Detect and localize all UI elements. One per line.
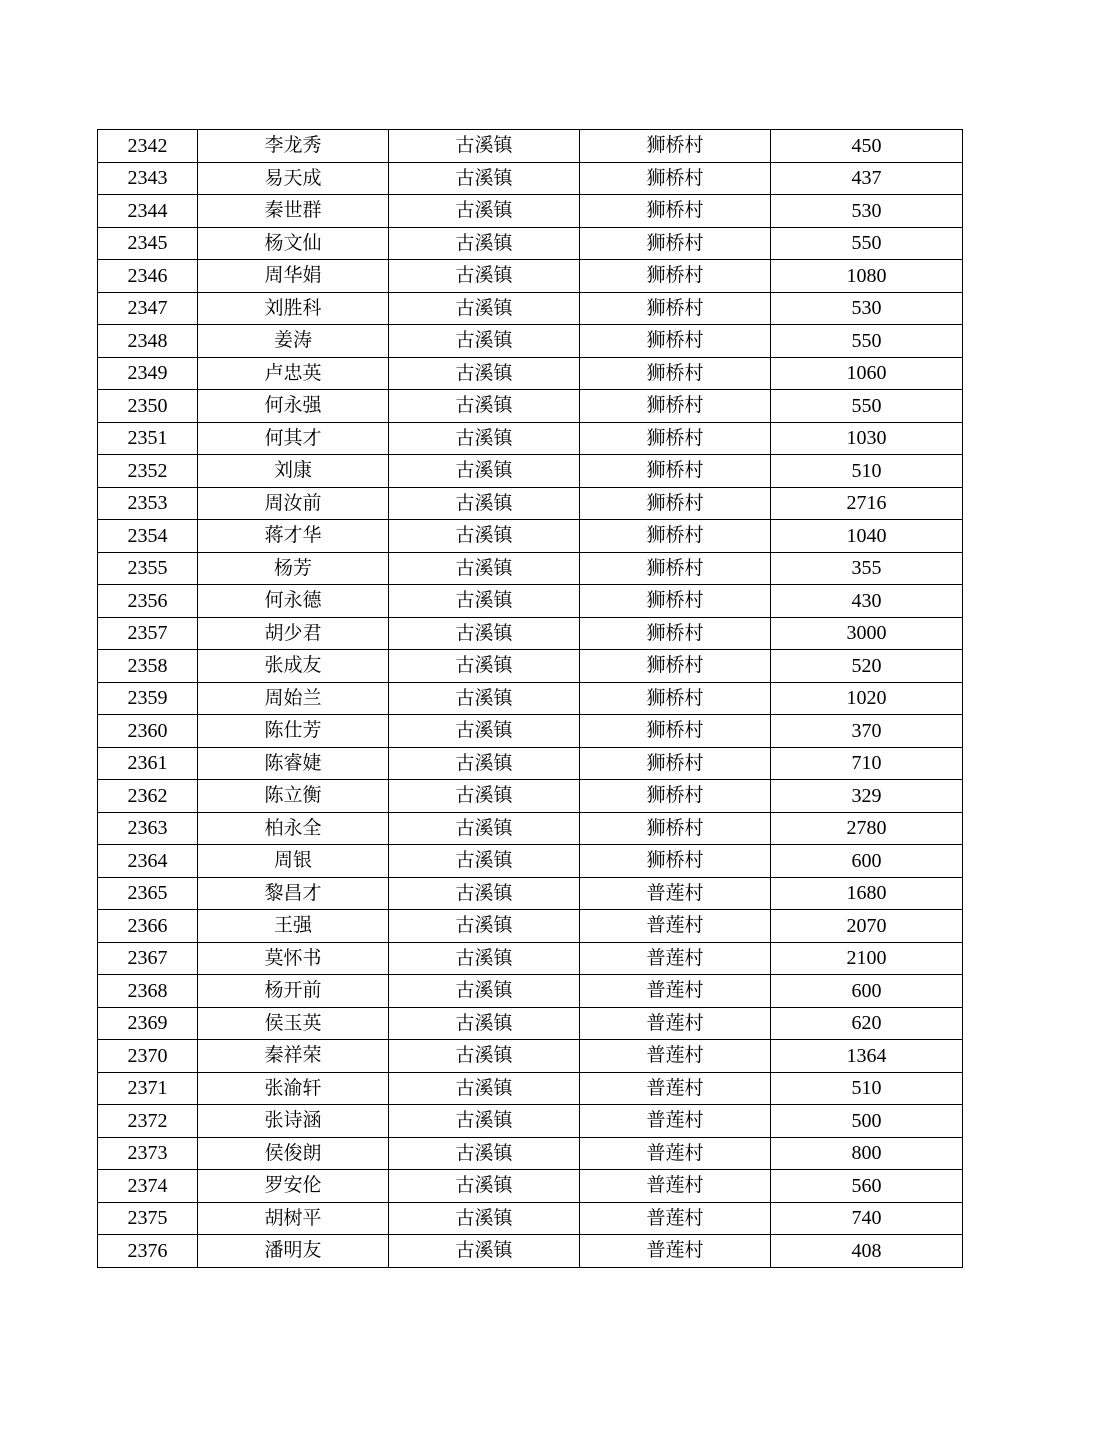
person-name-cell: 陈睿婕 bbox=[198, 747, 389, 780]
town-cell: 古溪镇 bbox=[389, 325, 580, 358]
person-name-cell: 陈仕芳 bbox=[198, 715, 389, 748]
amount-cell: 560 bbox=[771, 1170, 963, 1203]
table-row bbox=[98, 650, 963, 683]
village-cell: 普莲村 bbox=[580, 1170, 771, 1203]
amount-cell: 550 bbox=[771, 227, 963, 260]
amount-cell: 740 bbox=[771, 1202, 963, 1235]
town-cell: 古溪镇 bbox=[389, 1170, 580, 1203]
table-row bbox=[98, 975, 963, 1008]
table-row bbox=[98, 162, 963, 195]
row-number-cell: 2353 bbox=[98, 487, 198, 520]
town-cell: 古溪镇 bbox=[389, 130, 580, 163]
amount-cell: 2780 bbox=[771, 812, 963, 845]
amount-cell: 800 bbox=[771, 1137, 963, 1170]
town-cell: 古溪镇 bbox=[389, 487, 580, 520]
village-cell: 狮桥村 bbox=[580, 227, 771, 260]
amount-cell: 530 bbox=[771, 292, 963, 325]
row-number-cell: 2365 bbox=[98, 877, 198, 910]
person-name-cell: 侯玉英 bbox=[198, 1007, 389, 1040]
person-name-cell: 周银 bbox=[198, 845, 389, 878]
table-row bbox=[98, 357, 963, 390]
village-cell: 狮桥村 bbox=[580, 585, 771, 618]
amount-cell: 510 bbox=[771, 455, 963, 488]
village-cell: 普莲村 bbox=[580, 1105, 771, 1138]
table-row bbox=[98, 1040, 963, 1073]
row-number-cell: 2366 bbox=[98, 910, 198, 943]
row-number-cell: 2357 bbox=[98, 617, 198, 650]
village-cell: 狮桥村 bbox=[580, 325, 771, 358]
person-name-cell: 杨开前 bbox=[198, 975, 389, 1008]
village-cell: 普莲村 bbox=[580, 942, 771, 975]
row-number-cell: 2349 bbox=[98, 357, 198, 390]
row-number-cell: 2367 bbox=[98, 942, 198, 975]
roster-table-body bbox=[98, 130, 963, 1268]
town-cell: 古溪镇 bbox=[389, 195, 580, 228]
row-number-cell: 2348 bbox=[98, 325, 198, 358]
person-name-cell: 何永德 bbox=[198, 585, 389, 618]
town-cell: 古溪镇 bbox=[389, 585, 580, 618]
village-cell: 狮桥村 bbox=[580, 487, 771, 520]
town-cell: 古溪镇 bbox=[389, 520, 580, 553]
table-row bbox=[98, 260, 963, 293]
town-cell: 古溪镇 bbox=[389, 292, 580, 325]
amount-cell: 500 bbox=[771, 1105, 963, 1138]
amount-cell: 530 bbox=[771, 195, 963, 228]
table-row bbox=[98, 1235, 963, 1268]
table-row bbox=[98, 1137, 963, 1170]
row-number-cell: 2375 bbox=[98, 1202, 198, 1235]
village-cell: 狮桥村 bbox=[580, 780, 771, 813]
town-cell: 古溪镇 bbox=[389, 715, 580, 748]
town-cell: 古溪镇 bbox=[389, 942, 580, 975]
amount-cell: 437 bbox=[771, 162, 963, 195]
table-row bbox=[98, 390, 963, 423]
table-row bbox=[98, 552, 963, 585]
row-number-cell: 2346 bbox=[98, 260, 198, 293]
person-name-cell: 何其才 bbox=[198, 422, 389, 455]
row-number-cell: 2359 bbox=[98, 682, 198, 715]
table-row bbox=[98, 715, 963, 748]
village-cell: 狮桥村 bbox=[580, 682, 771, 715]
table-row bbox=[98, 617, 963, 650]
table-row bbox=[98, 195, 963, 228]
table-row bbox=[98, 455, 963, 488]
village-cell: 狮桥村 bbox=[580, 162, 771, 195]
row-number-cell: 2352 bbox=[98, 455, 198, 488]
village-cell: 狮桥村 bbox=[580, 520, 771, 553]
village-cell: 狮桥村 bbox=[580, 845, 771, 878]
person-name-cell: 何永强 bbox=[198, 390, 389, 423]
amount-cell: 510 bbox=[771, 1072, 963, 1105]
table-row bbox=[98, 1072, 963, 1105]
table-row bbox=[98, 877, 963, 910]
row-number-cell: 2373 bbox=[98, 1137, 198, 1170]
town-cell: 古溪镇 bbox=[389, 1202, 580, 1235]
village-cell: 狮桥村 bbox=[580, 812, 771, 845]
person-name-cell: 易天成 bbox=[198, 162, 389, 195]
row-number-cell: 2360 bbox=[98, 715, 198, 748]
person-name-cell: 李龙秀 bbox=[198, 130, 389, 163]
row-number-cell: 2355 bbox=[98, 552, 198, 585]
person-name-cell: 柏永全 bbox=[198, 812, 389, 845]
person-name-cell: 秦世群 bbox=[198, 195, 389, 228]
town-cell: 古溪镇 bbox=[389, 747, 580, 780]
person-name-cell: 刘胜科 bbox=[198, 292, 389, 325]
row-number-cell: 2343 bbox=[98, 162, 198, 195]
town-cell: 古溪镇 bbox=[389, 780, 580, 813]
table-row bbox=[98, 1007, 963, 1040]
village-cell: 普莲村 bbox=[580, 1235, 771, 1268]
village-cell: 狮桥村 bbox=[580, 195, 771, 228]
table-row bbox=[98, 520, 963, 553]
village-cell: 普莲村 bbox=[580, 877, 771, 910]
village-cell: 狮桥村 bbox=[580, 747, 771, 780]
village-cell: 狮桥村 bbox=[580, 650, 771, 683]
table-row bbox=[98, 422, 963, 455]
town-cell: 古溪镇 bbox=[389, 422, 580, 455]
table-row bbox=[98, 292, 963, 325]
row-number-cell: 2351 bbox=[98, 422, 198, 455]
table-row bbox=[98, 845, 963, 878]
village-cell: 狮桥村 bbox=[580, 260, 771, 293]
town-cell: 古溪镇 bbox=[389, 617, 580, 650]
person-name-cell: 秦祥荣 bbox=[198, 1040, 389, 1073]
row-number-cell: 2342 bbox=[98, 130, 198, 163]
amount-cell: 520 bbox=[771, 650, 963, 683]
village-cell: 普莲村 bbox=[580, 1137, 771, 1170]
row-number-cell: 2364 bbox=[98, 845, 198, 878]
village-cell: 狮桥村 bbox=[580, 455, 771, 488]
amount-cell: 600 bbox=[771, 845, 963, 878]
amount-cell: 3000 bbox=[771, 617, 963, 650]
town-cell: 古溪镇 bbox=[389, 812, 580, 845]
table-row bbox=[98, 487, 963, 520]
town-cell: 古溪镇 bbox=[389, 390, 580, 423]
row-number-cell: 2362 bbox=[98, 780, 198, 813]
town-cell: 古溪镇 bbox=[389, 552, 580, 585]
town-cell: 古溪镇 bbox=[389, 975, 580, 1008]
amount-cell: 2716 bbox=[771, 487, 963, 520]
table-row bbox=[98, 325, 963, 358]
village-cell: 普莲村 bbox=[580, 975, 771, 1008]
town-cell: 古溪镇 bbox=[389, 1040, 580, 1073]
table-row bbox=[98, 1170, 963, 1203]
table-row bbox=[98, 747, 963, 780]
row-number-cell: 2368 bbox=[98, 975, 198, 1008]
amount-cell: 550 bbox=[771, 325, 963, 358]
person-name-cell: 周始兰 bbox=[198, 682, 389, 715]
person-name-cell: 杨文仙 bbox=[198, 227, 389, 260]
table-row bbox=[98, 942, 963, 975]
amount-cell: 1060 bbox=[771, 357, 963, 390]
amount-cell: 1080 bbox=[771, 260, 963, 293]
amount-cell: 430 bbox=[771, 585, 963, 618]
amount-cell: 2070 bbox=[771, 910, 963, 943]
table-row bbox=[98, 812, 963, 845]
amount-cell: 355 bbox=[771, 552, 963, 585]
person-name-cell: 卢忠英 bbox=[198, 357, 389, 390]
table-row bbox=[98, 682, 963, 715]
person-name-cell: 王强 bbox=[198, 910, 389, 943]
town-cell: 古溪镇 bbox=[389, 1072, 580, 1105]
person-name-cell: 潘明友 bbox=[198, 1235, 389, 1268]
person-name-cell: 姜涛 bbox=[198, 325, 389, 358]
row-number-cell: 2376 bbox=[98, 1235, 198, 1268]
table-row bbox=[98, 1202, 963, 1235]
town-cell: 古溪镇 bbox=[389, 455, 580, 488]
amount-cell: 1364 bbox=[771, 1040, 963, 1073]
person-name-cell: 胡树平 bbox=[198, 1202, 389, 1235]
row-number-cell: 2370 bbox=[98, 1040, 198, 1073]
amount-cell: 1030 bbox=[771, 422, 963, 455]
village-cell: 狮桥村 bbox=[580, 715, 771, 748]
town-cell: 古溪镇 bbox=[389, 877, 580, 910]
amount-cell: 408 bbox=[771, 1235, 963, 1268]
village-cell: 普莲村 bbox=[580, 910, 771, 943]
row-number-cell: 2358 bbox=[98, 650, 198, 683]
amount-cell: 710 bbox=[771, 747, 963, 780]
village-cell: 狮桥村 bbox=[580, 390, 771, 423]
table-row bbox=[98, 585, 963, 618]
person-name-cell: 莫怀书 bbox=[198, 942, 389, 975]
row-number-cell: 2374 bbox=[98, 1170, 198, 1203]
town-cell: 古溪镇 bbox=[389, 910, 580, 943]
town-cell: 古溪镇 bbox=[389, 357, 580, 390]
village-cell: 狮桥村 bbox=[580, 130, 771, 163]
person-name-cell: 周华娟 bbox=[198, 260, 389, 293]
town-cell: 古溪镇 bbox=[389, 1105, 580, 1138]
row-number-cell: 2344 bbox=[98, 195, 198, 228]
row-number-cell: 2372 bbox=[98, 1105, 198, 1138]
amount-cell: 1020 bbox=[771, 682, 963, 715]
village-cell: 狮桥村 bbox=[580, 357, 771, 390]
row-number-cell: 2363 bbox=[98, 812, 198, 845]
table-row bbox=[98, 227, 963, 260]
row-number-cell: 2350 bbox=[98, 390, 198, 423]
amount-cell: 329 bbox=[771, 780, 963, 813]
person-name-cell: 张渝轩 bbox=[198, 1072, 389, 1105]
amount-cell: 2100 bbox=[771, 942, 963, 975]
table-row bbox=[98, 1105, 963, 1138]
amount-cell: 450 bbox=[771, 130, 963, 163]
amount-cell: 620 bbox=[771, 1007, 963, 1040]
person-name-cell: 胡少君 bbox=[198, 617, 389, 650]
roster-table bbox=[97, 129, 963, 1268]
village-cell: 普莲村 bbox=[580, 1072, 771, 1105]
row-number-cell: 2361 bbox=[98, 747, 198, 780]
amount-cell: 370 bbox=[771, 715, 963, 748]
amount-cell: 1040 bbox=[771, 520, 963, 553]
person-name-cell: 张成友 bbox=[198, 650, 389, 683]
row-number-cell: 2356 bbox=[98, 585, 198, 618]
person-name-cell: 陈立衡 bbox=[198, 780, 389, 813]
town-cell: 古溪镇 bbox=[389, 260, 580, 293]
town-cell: 古溪镇 bbox=[389, 1007, 580, 1040]
person-name-cell: 黎昌才 bbox=[198, 877, 389, 910]
village-cell: 普莲村 bbox=[580, 1040, 771, 1073]
town-cell: 古溪镇 bbox=[389, 162, 580, 195]
town-cell: 古溪镇 bbox=[389, 1235, 580, 1268]
amount-cell: 600 bbox=[771, 975, 963, 1008]
person-name-cell: 周汝前 bbox=[198, 487, 389, 520]
village-cell: 普莲村 bbox=[580, 1202, 771, 1235]
row-number-cell: 2369 bbox=[98, 1007, 198, 1040]
person-name-cell: 杨芳 bbox=[198, 552, 389, 585]
person-name-cell: 蒋才华 bbox=[198, 520, 389, 553]
village-cell: 狮桥村 bbox=[580, 292, 771, 325]
town-cell: 古溪镇 bbox=[389, 845, 580, 878]
amount-cell: 550 bbox=[771, 390, 963, 423]
person-name-cell: 罗安伦 bbox=[198, 1170, 389, 1203]
village-cell: 普莲村 bbox=[580, 1007, 771, 1040]
amount-cell: 1680 bbox=[771, 877, 963, 910]
row-number-cell: 2345 bbox=[98, 227, 198, 260]
row-number-cell: 2347 bbox=[98, 292, 198, 325]
table-row bbox=[98, 780, 963, 813]
person-name-cell: 刘康 bbox=[198, 455, 389, 488]
village-cell: 狮桥村 bbox=[580, 617, 771, 650]
village-cell: 狮桥村 bbox=[580, 422, 771, 455]
town-cell: 古溪镇 bbox=[389, 682, 580, 715]
table-row bbox=[98, 910, 963, 943]
row-number-cell: 2371 bbox=[98, 1072, 198, 1105]
town-cell: 古溪镇 bbox=[389, 227, 580, 260]
town-cell: 古溪镇 bbox=[389, 650, 580, 683]
village-cell: 狮桥村 bbox=[580, 552, 771, 585]
table-row bbox=[98, 130, 963, 163]
town-cell: 古溪镇 bbox=[389, 1137, 580, 1170]
person-name-cell: 侯俊朗 bbox=[198, 1137, 389, 1170]
row-number-cell: 2354 bbox=[98, 520, 198, 553]
person-name-cell: 张诗涵 bbox=[198, 1105, 389, 1138]
